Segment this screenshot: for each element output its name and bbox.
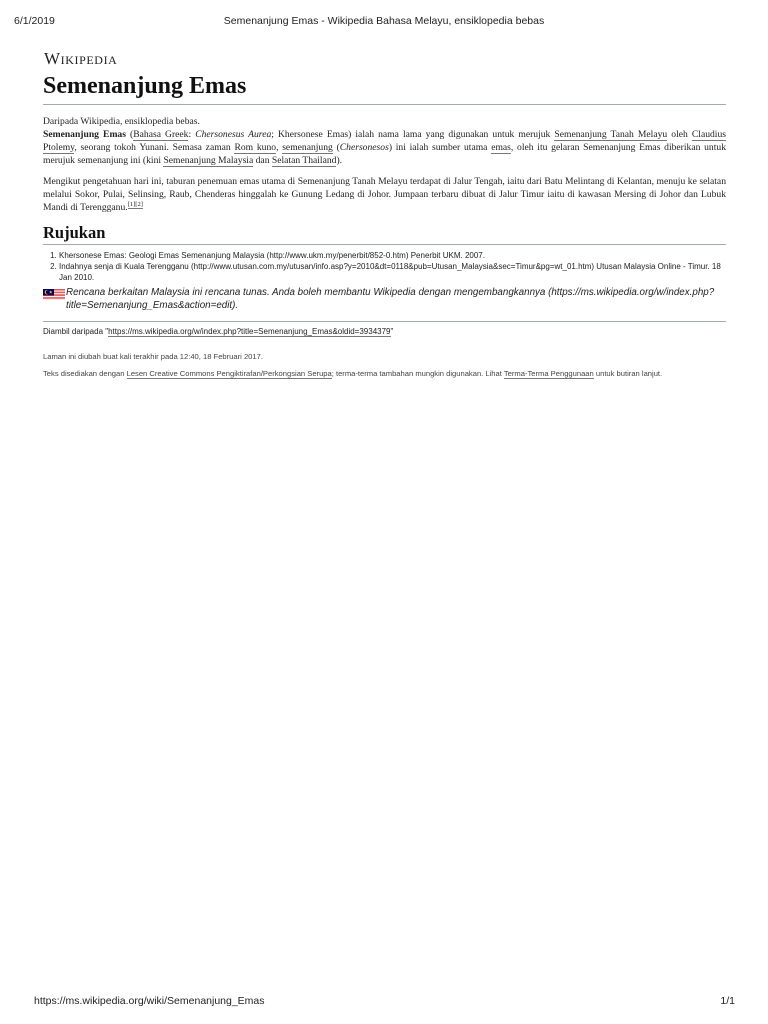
- link-rom-kuno[interactable]: Rom kuno: [234, 142, 277, 153]
- link-semenanjung-malaysia[interactable]: Semenanjung Malaysia: [163, 155, 254, 166]
- chersonesos-term: Chersonesos: [339, 142, 389, 153]
- text-run: oleh: [667, 129, 692, 140]
- source-line: [43, 321, 726, 337]
- text-run: (: [125, 129, 134, 140]
- source-suffix: ": [390, 327, 394, 336]
- license-suffix: untuk butiran lanjut.: [593, 369, 663, 378]
- tagline: Daripada Wikipedia, ensiklopedia bebas.: [43, 116, 200, 127]
- terms-link[interactable]: Terma-Terma Penggunaan: [503, 369, 594, 378]
- stub-notice: [43, 287, 726, 312]
- link-semenanjung-tanah-melayu[interactable]: Semenanjung Tanah Melayu: [554, 129, 668, 140]
- link-semenanjung[interactable]: semenanjung: [282, 142, 333, 153]
- source-link[interactable]: https://ms.wikipedia.org/w/index.php?title=Semenanjung_Emas&oldid=3934379: [108, 327, 391, 336]
- print-footer-page: 1/1: [720, 995, 735, 1007]
- link-claudius-ptolemy[interactable]: Claudius Ptolemy: [43, 129, 727, 153]
- reference-item[interactable]: 2. Indahnya senja di Kuala Terengganu (http://www.utusan.com.my/utusan/info.asp?y=2010&dt=0118&pub=Utusan_Malaysia&sec=Timur&pg=wt_01.htm) Utusan Malaysia Online - Timur. 18 Jan 2010.: [59, 261, 726, 283]
- paragraph-text: Mengikut pengetahuan hari ini, taburan penemuan emas utama di Semenanjung Tanah Melayu terdapat di Jalur Tengah, iaitu dari Batu Melintang di Kelantan, menuju ke selatan melalui Sokor, Pulai, Selinsing, Raub, Chenderas hinggalah ke Gunung Ledang di Johor. Jumpaan terbaru dibuat di Jalur Timur iaitu di kawasan Mersing di Johor dan Lubuk Mandi di Terengganu.: [43, 176, 726, 213]
- license-middle: ; terma-terma tambahan mungkin digunakan. Lihat: [331, 369, 504, 378]
- text-run: ) ini ialah sumber utama: [388, 142, 492, 153]
- body-paragraph: [43, 175, 726, 214]
- stub-text[interactable]: Rencana berkaitan Malaysia ini rencana tunas. Anda boleh membantu Wikipedia dengan mengembangkannya (https://ms.wikipedia.org/w/index.php?title=Semenanjung_Emas&action=edit).: [66, 287, 715, 311]
- malaysia-flag-icon: [43, 289, 65, 300]
- text-run: ).: [336, 155, 343, 166]
- ref-link-2[interactable]: [2]: [135, 200, 143, 208]
- print-header-date: 6/1/2019: [14, 15, 55, 27]
- print-header-title: Semenanjung Emas - Wikipedia Bahasa Melayu, ensiklopedia bebas: [223, 15, 545, 27]
- license-prefix: Teks disediakan dengan: [43, 369, 127, 378]
- text-run: ,: [276, 142, 283, 153]
- source-prefix: Diambil daripada ": [43, 327, 109, 336]
- license-link[interactable]: Lesen Creative Commons Pengiktirafan/Perkongsian Serupa: [126, 369, 332, 378]
- title-divider: [43, 104, 726, 105]
- reference-item[interactable]: 1. Khersonese Emas: Geologi Emas Semenanjung Malaysia (http://www.ukm.my/penerbit/852-0.htm) Penerbit UKM. 2007.: [59, 250, 726, 261]
- wikipedia-logo[interactable]: Wikipedia: [44, 49, 118, 68]
- print-footer-url: https://ms.wikipedia.org/wiki/Semenanjung_Emas: [34, 995, 265, 1007]
- article-term: Semenanjung Emas: [43, 129, 126, 140]
- text-run: dan: [253, 155, 272, 166]
- text-run: (: [332, 142, 340, 153]
- license-notice: [43, 369, 726, 380]
- text-run: , oleh itu gelaran Semenanjung Emas diberikan untuk merujuk semenanjung ini (kini: [43, 142, 726, 166]
- text-run: :: [188, 129, 196, 140]
- intro-paragraph: [43, 128, 726, 167]
- last-modified: Laman ini diubah buat kali terakhir pada 12:40, 18 Februari 2017.: [43, 352, 263, 361]
- page-title: Semenanjung Emas: [43, 73, 247, 99]
- ref-link-1[interactable]: [1]: [127, 200, 136, 208]
- references-list: [43, 250, 726, 283]
- greek-name: Chersonesus Aurea: [195, 129, 272, 140]
- references-heading: Rujukan: [43, 223, 106, 242]
- link-emas[interactable]: emas: [491, 142, 511, 153]
- text-run: , seorang tokoh Yunani. Semasa zaman: [74, 142, 235, 153]
- text-run: ; Khersonese Emas) ialah nama lama yang digunakan untuk merujuk: [271, 129, 555, 140]
- link-selatan-thailand[interactable]: Selatan Thailand: [271, 155, 337, 166]
- references-divider: [43, 244, 726, 245]
- link-bahasa-greek[interactable]: Bahasa Greek: [133, 129, 189, 140]
